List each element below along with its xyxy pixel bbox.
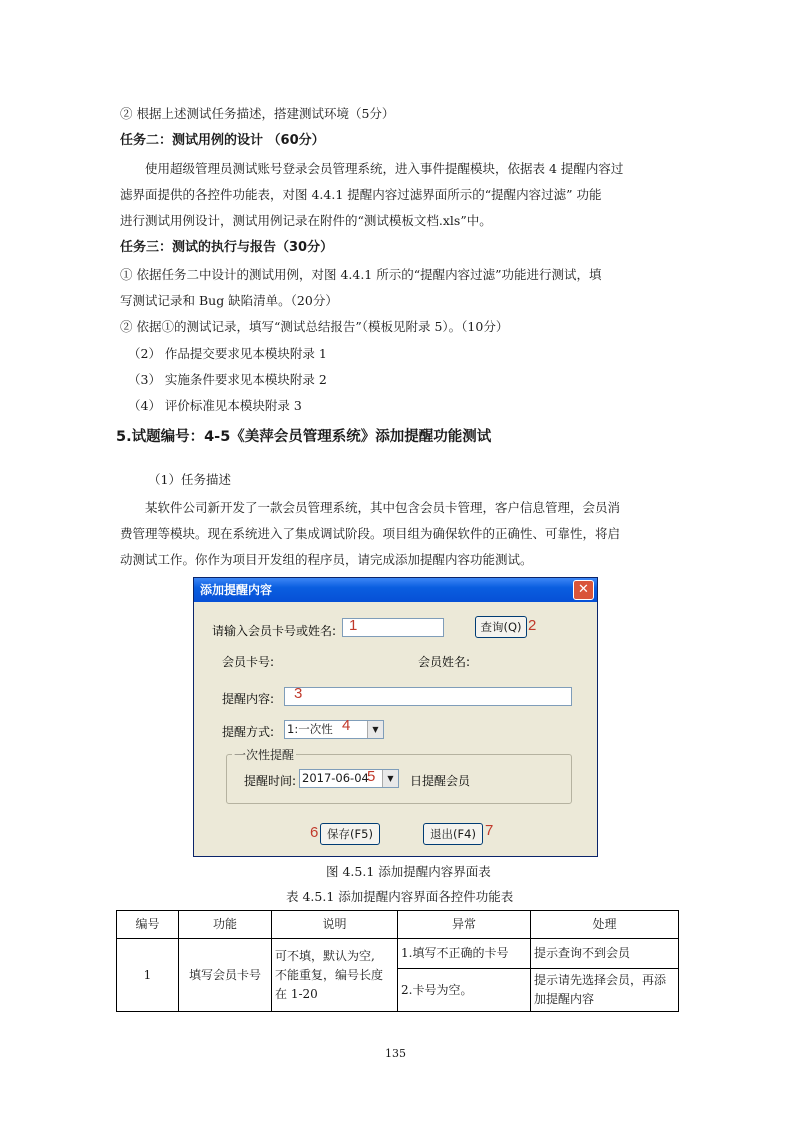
text-line: （3） 实施条件要求见本模块附录 2 [128, 372, 327, 387]
table-row [117, 939, 679, 969]
mode-value: 1:一次性 [287, 722, 333, 736]
text-line: 写测试记录和 Bug 缺陷清单。（20分） [120, 293, 338, 308]
cell-exception: 2.卡号为空。 [398, 969, 531, 1012]
search-label: 请输入会员卡号或姓名: [212, 624, 337, 638]
text-line: 动测试工作。你作为项目开发组的程序员，请完成添加提醒内容功能测试。 [120, 552, 533, 567]
card-number-label: 会员卡号: [222, 655, 275, 669]
cell-no: 1 [117, 939, 179, 1012]
desc-line: 不能重复，编号长度 [275, 967, 384, 982]
section-heading: 任务二：测试用例的设计 （60分） [120, 133, 325, 148]
add-reminder-dialog [193, 577, 598, 857]
text-line: ② 依据①的测试记录，填写“测试总结报告”（模板见附录 5）。（10分） [120, 319, 509, 334]
mode-label: 提醒方式: [222, 725, 275, 739]
marker-3: 3 [294, 685, 303, 702]
desc-line: 在 1-20 [275, 986, 318, 1001]
section-heading: 任务三：测试的执行与报告（30分） [120, 240, 334, 255]
time-label: 提醒时间: [244, 774, 297, 788]
cell-handle: 提示请先选择会员，再添加提醒内容 [531, 969, 679, 1012]
text-line: （2） 作品提交要求见本模块附录 1 [128, 346, 327, 361]
table-caption: 表 4.5.1 添加提醒内容界面各控件功能表 [286, 889, 514, 904]
subsection-title: （1）任务描述 [148, 472, 231, 487]
mode-select[interactable] [284, 720, 384, 739]
text-line: 使用超级管理员测试账号登录会员管理系统，进入事件提醒模块，依据表 4 提醒内容过 [145, 161, 624, 176]
save-button[interactable]: 保存(F5) [320, 823, 380, 845]
close-icon[interactable]: ✕ [573, 580, 594, 600]
marker-1: 1 [349, 617, 358, 634]
spec-table [116, 910, 679, 1012]
header-cell: 异常 [398, 911, 531, 939]
header-cell: 说明 [272, 911, 398, 939]
header-cell: 功能 [179, 911, 272, 939]
date-picker[interactable] [299, 769, 399, 788]
cell-desc [272, 939, 398, 1012]
dialog-title: 添加提醒内容 [194, 578, 597, 602]
marker-2: 2 [528, 617, 537, 634]
text-line: （4） 评价标准见本模块附录 3 [128, 398, 302, 413]
text-line: ① 依据任务二中设计的测试用例，对图 4.4.1 所示的“提醒内容过滤”功能进行测试，填 [120, 267, 602, 282]
marker-7: 7 [485, 822, 494, 839]
text-line: 进行测试用例设计，测试用例记录在附件的“测试模板文档.xls”中。 [120, 213, 492, 228]
text-line: 费管理等模块。现在系统进入了集成调试阶段。项目组为确保软件的正确性、可靠性，将启 [120, 526, 621, 541]
query-button[interactable]: 查询(Q) [475, 616, 527, 638]
section-title: 5.试题编号：4-5《美萍会员管理系统》添加提醒功能测试 [116, 429, 492, 445]
content-input[interactable] [284, 687, 572, 706]
exit-button[interactable]: 退出(F4) [423, 823, 483, 845]
desc-line: 可不填，默认为空, [275, 948, 375, 963]
text-line: 滤界面提供的各控件功能表，对图 4.4.1 提醒内容过滤界面所示的“提醒内容过滤” 功能 [120, 187, 602, 202]
cell-func: 填写会员卡号 [179, 939, 272, 1012]
table-header-row [117, 911, 679, 939]
cell-exception: 1.填写不正确的卡号 [398, 939, 531, 969]
group-label: 一次性提醒 [234, 748, 295, 762]
marker-6: 6 [310, 824, 319, 841]
figure-caption: 图 4.5.1 添加提醒内容界面表 [326, 864, 491, 879]
text-line: ② 根据上述测试任务描述，搭建测试环境（5分） [120, 106, 395, 121]
day-suffix: 日提醒会员 [410, 774, 471, 788]
header-cell: 编号 [117, 911, 179, 939]
chevron-down-icon[interactable]: ▼ [382, 770, 398, 787]
text-line: 某软件公司新开发了一款会员管理系统，其中包含会员卡管理，客户信息管理，会员消 [145, 500, 621, 515]
marker-5: 5 [367, 768, 376, 785]
marker-4: 4 [342, 717, 351, 734]
date-value: 2017-06-04 [302, 771, 369, 785]
content-label: 提醒内容: [222, 692, 275, 706]
page-number: 135 [385, 1047, 406, 1060]
cell-handle: 提示查询不到会员 [531, 939, 679, 969]
member-name-label: 会员姓名: [418, 655, 471, 669]
header-cell: 处理 [531, 911, 679, 939]
chevron-down-icon[interactable]: ▼ [367, 721, 383, 738]
